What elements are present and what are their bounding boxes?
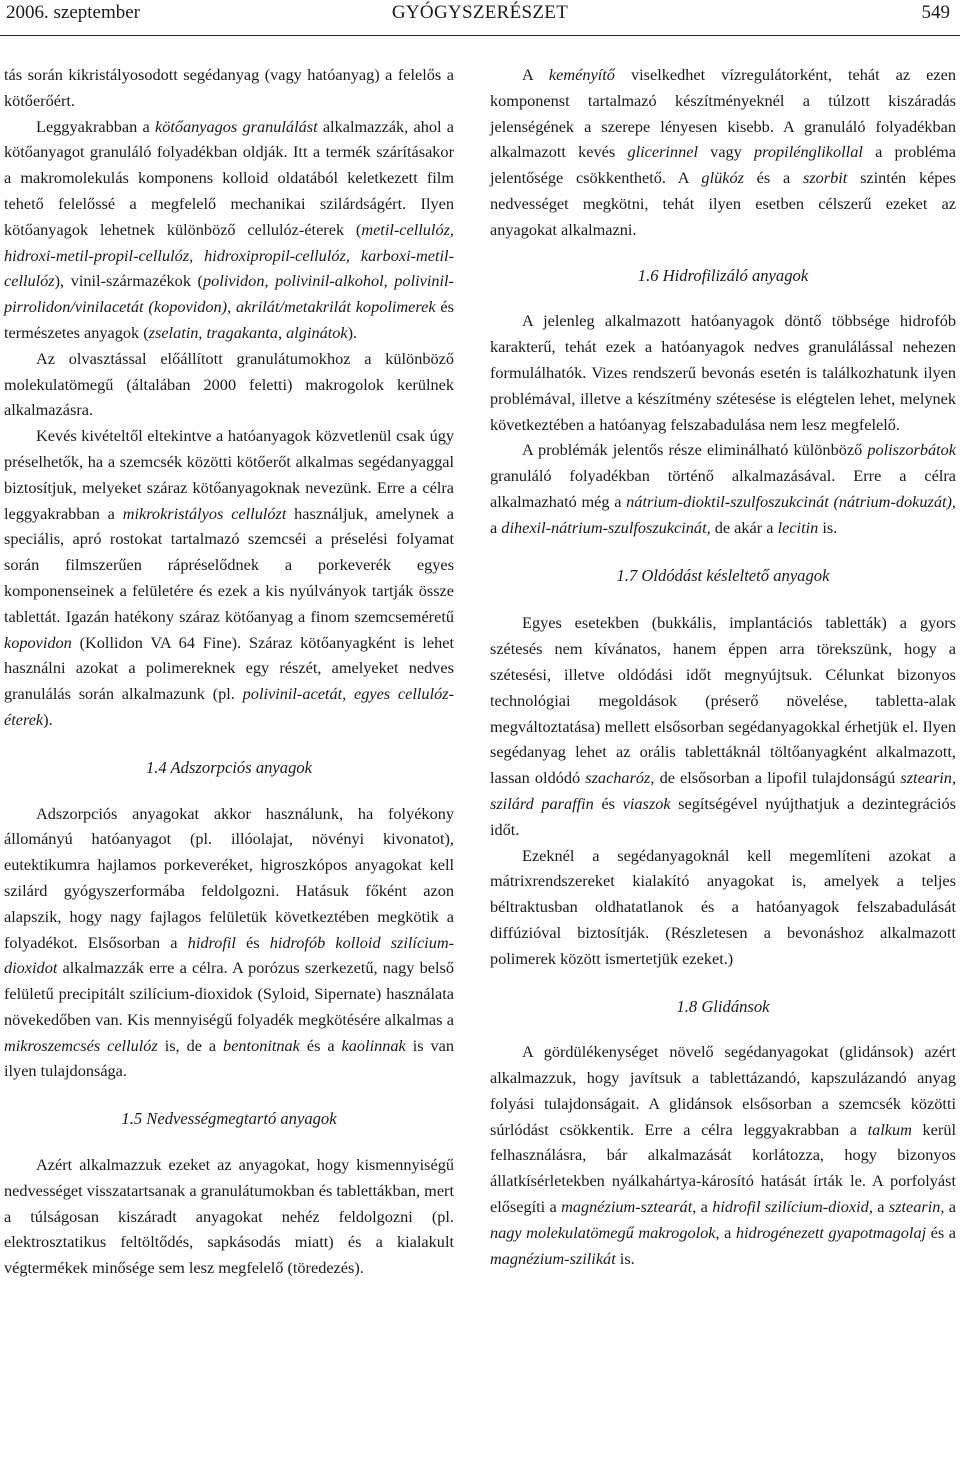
italic-term: hidrogénezett gyapotmagolaj	[735, 1222, 927, 1242]
text-run: granuláló folyadékban történő alkalmazásával. Erre a célra alkalmazható még a	[490, 466, 956, 511]
section-heading: 1.6 Hidrofilizáló anyagok	[637, 265, 809, 285]
text-run: tás során kikristályosodott segédanyag (vagy hatóanyag) a felelős a kötőerőért.	[4, 65, 454, 110]
italic-term: nátrium-dioktil-szulfoszukcinát (nátrium-dokuzát),	[626, 491, 957, 511]
paragraph	[4, 114, 454, 346]
italic-term: viaszok	[622, 793, 671, 813]
italic-term: talkum	[867, 1119, 912, 1139]
paragraph	[4, 346, 454, 423]
section-heading: 1.7 Oldódást késleltető anyagok	[616, 565, 830, 585]
text-run: és	[593, 793, 623, 813]
text-run: , a	[715, 1222, 736, 1242]
italic-term: glicerinnel	[627, 142, 698, 162]
section-heading: 1.5 Nedvességmegtartó anyagok	[121, 1109, 337, 1129]
text-run: Egyes esetekben (bukkális, implantációs tabletták) a gyors szétesés nem kívánatos, hanem éppen arra törekszünk, hogy a szétesési, illetve oldódási időt megnyújtsuk. Célunkat bizonyos technológiai megoldások (préserő növelése, tabletta-alak megváltoztatása) mellett elsősorban segédanyagokkal érhetjük el. Ilyen segédanyag lehet az orális tablettáknál töltőanyagként alkalmazott, lassan oldódó	[490, 613, 956, 788]
paragraph	[490, 308, 956, 437]
text-run: (Kollidon VA 64 Fine). Száraz kötőanyagként is lehet használni azokat a polimereknek egy részét, amelyeket nedves granulálás során alkalmazunk (pl.	[4, 632, 454, 704]
text-run: segítségével nyújthatjuk a dezintegrációs időt.	[490, 793, 957, 839]
italic-term: kaolinnak	[341, 1035, 406, 1055]
italic-term: poliszorbátok	[867, 440, 956, 460]
text-run: Leggyakrabban a	[36, 116, 155, 136]
italic-term: keményítő	[548, 65, 615, 84]
header-divider	[0, 35, 960, 36]
text-run: alkalmazzák, ahol a kötőanyagot granuláló folyadékban oldják. Itt a termék szárításakor a makromolekulás komponens kolloid oldatából keletkezett film tehető felelőssé a megfelelő mechanikai szilárdságért. Ilyen kötőanyagok lehetnek különböző cellulóz-éterek (	[4, 116, 454, 239]
italic-term: hidrofil	[187, 932, 236, 952]
text-run: , a	[692, 1197, 713, 1217]
italic-term: polivinil-acetát, egyes cellulóz-éterek	[4, 684, 454, 729]
text-run: a probléma jelentősége csökkenthető. A	[490, 142, 956, 188]
paragraph	[490, 437, 956, 540]
text-run: is.	[615, 1248, 635, 1268]
text-run: ), vinil-származékok (	[54, 271, 203, 291]
italic-term: metil-cellulóz, hidroxi-metil-propil-cellulóz, hidroxipropil-cellulóz, karboxi-metil-cellulóz	[4, 219, 454, 291]
section-heading: 1.4 Adszorpciós anyagok	[145, 757, 313, 777]
text-run: és a	[743, 168, 803, 188]
text-run: ).	[43, 709, 53, 729]
text-run: A jelenleg alkalmazott hatóanyagok döntő többsége hidrofób karakterű, tehát ezek a hatóanyagok nedves granulálással nehezen formulálhatók. Vizes rendszerű bevonás esetén is találkozhatunk ilyen problémával, illetve a készítmény szétesése is elégtelen lehet, melynek következtében a hatóanyag felszabadulása nem lesz megfelelő.	[490, 311, 956, 434]
paragraph	[490, 1039, 956, 1271]
text-run: Kevés kivételtől eltekintve a hatóanyagok közvetlenül csak úgy préselhetők, ha a szemcsék közötti kötőerőt alkalmas segédanyaggal biztosítjuk, melyeket száraz kötőanyagoknak nevezünk. Erre a célra leggyakrabban a	[4, 426, 454, 523]
italic-term: szorbit	[802, 168, 848, 188]
italic-term: lecitin	[777, 517, 819, 537]
text-run: a	[490, 517, 502, 537]
italic-term: mikrokristályos cellulózt	[122, 503, 287, 523]
text-run: viselkedhet vízregulátorként, tehát az ezen komponenst tartalmazó készítményeknél a túlzott kiszáradás jelenségének a szerepe lényesen kisebb. A granuláló folyadékban alkalmazott kevés	[490, 65, 957, 162]
italic-term: kötőanyagos granulálást	[154, 116, 318, 136]
italic-term: mikroszemcsés cellulóz	[4, 1035, 158, 1055]
paragraph	[490, 62, 956, 243]
italic-term: polividon, polivinil-alkohol, polivinil-pirrolidon/vinilacetát (kopovidon), akrilát/metakrilát kopolimerek	[4, 271, 454, 317]
italic-term: szacharóz	[585, 768, 651, 788]
section-heading: 1.8 Glidánsok	[676, 996, 770, 1016]
paragraph	[4, 801, 454, 1085]
italic-term: bentonitnak	[223, 1035, 300, 1055]
left-column	[4, 62, 454, 1281]
paragraph	[4, 62, 454, 114]
text-run: A gördülékenységet növelő segédanyagokat (glidánsok) azért alkalmazzuk, hogy javítsuk a tablettázandó, kapszulázandó anyag folyási tulajdonságait. A glidánsok elsősorban a szemcsék közötti súrlódást csökkentik. Erre a célra leggyakrabban a	[490, 1042, 956, 1139]
italic-term: magnézium-szilikát	[490, 1248, 616, 1268]
italic-term: propilénglikollal	[754, 142, 863, 162]
text-run: is.	[818, 517, 838, 537]
paragraph	[4, 423, 454, 733]
text-run: és a	[926, 1222, 956, 1242]
italic-term: glükóz	[701, 168, 744, 188]
header-journal-title: GYÓGYSZERÉSZET	[391, 2, 569, 23]
italic-term: zselatin, tragakanta, alginátok	[148, 322, 348, 342]
page-header	[0, 0, 960, 30]
text-run: Ezeknél a segédanyagoknál kell megemlíteni azokat a mátrixrendszereket kialakító anyagokat is, amelyek a teljes béltraktusban oldhatatlanok és a hatóanyagok felszabadulását diffúzióval biztosítják. (Részletesen a bevonáshoz alkalmazott polimerek között ismertetjük ezeket.)	[490, 845, 956, 968]
text-run: , de elsősorban a lipofil tulajdonságú	[650, 768, 901, 788]
header-page-number: 549	[921, 2, 950, 23]
text-run: A	[522, 65, 549, 84]
italic-term: sztearin	[888, 1197, 941, 1217]
italic-term: kopovidon	[4, 632, 72, 652]
text-run: vagy	[697, 142, 755, 162]
text-run: használjuk, amelynek a speciális, apró rostokat tartalmazó szemcséi a préselési folyamat során filmszerűen rápréselődnek a porkeverék egyes komponenseinek a felületére és ezek a kis nyúlványok tartják össze tablettát. Igazán hatékony száraz kötőanyag a finom szemcseméretű	[4, 503, 454, 626]
text-run: A problémák jelentős része eliminálható különböző	[522, 440, 868, 460]
paragraph	[490, 610, 956, 842]
text-run: , de akár a	[706, 517, 778, 537]
italic-term: nagy molekulatömegű makrogolok	[490, 1222, 716, 1242]
text-run: alkalmazzák erre a célra. A porózus szerkezetű, nagy belső felületű precipitált szilícium-dioxidok (Syloid, Sipernate) használata növekedőben van. Kis mennyiségű folyadék megkötésére alkalmas a	[4, 958, 454, 1029]
text-run: szintén képes nedvességet megkötni, tehát ilyen esetben célszerű ezeket az anyagokat alkalmazni.	[490, 168, 957, 239]
text-run: is, de a	[157, 1035, 224, 1055]
text-run: és a	[299, 1035, 342, 1055]
text-run: és	[235, 932, 270, 952]
italic-term: hidrofil szilícium-dioxid	[712, 1197, 869, 1217]
italic-term: magnézium-sztearát	[561, 1197, 693, 1217]
text-run: , a	[868, 1197, 889, 1217]
italic-term: sztearin, szilárd paraffin	[490, 768, 957, 813]
text-run: , a	[940, 1197, 957, 1217]
paragraph	[4, 1152, 454, 1281]
italic-term: hidrofób kolloid szilícium-dioxidot	[4, 932, 455, 978]
text-run: Azért alkalmazzuk ezeket az anyagokat, hogy kismennyiségű nedvességet visszatartsanak a granulátumokban és tablettákban, mert a túlságosan kiszáradt anyagokat nehéz feldolgozni (pl. elektrosztatikus feltöltődés, sapkásodás miatt) és a kialakult végtermékek minősége sem lesz megfelelő (töredezés).	[4, 1155, 454, 1278]
italic-term: dihexil-nátrium-szulfoszukcinát	[501, 517, 707, 537]
text-run: is van ilyen tulajdonsága.	[4, 1035, 455, 1081]
paragraph	[490, 843, 956, 972]
text-run: ).	[347, 322, 358, 342]
text-run: és természetes anyagok (	[4, 297, 454, 342]
right-column	[490, 62, 956, 1271]
text-run: kerül felhasználásra, bár alkalmazását korlátozza, hogy bizonyos állatkísérletekben nyálkahártya-károsító hatását írták le. A porfolyást elősegíti a	[490, 1119, 956, 1217]
header-date: 2006. szeptember	[6, 2, 141, 23]
text-run: Az olvasztással előállított granulátumokhoz a különböző molekulatömegű (általában 2000 feletti) makrogolok kerülnek alkalmazásra.	[4, 348, 454, 420]
text-run: Adszorpciós anyagokat akkor használunk, ha folyékony állományú hatóanyagot (pl. illóolajat, növényi kivonatot), eutektikumra hajlamos porkeveréket, higroszkópos anyagokat kell szilárd gyógyszerformába feldolgozni. Hatásuk főként azon alapszik, hogy nagy fajlagos felületük következtében megkötik a folyadékot. Elsősorban a	[4, 803, 454, 952]
